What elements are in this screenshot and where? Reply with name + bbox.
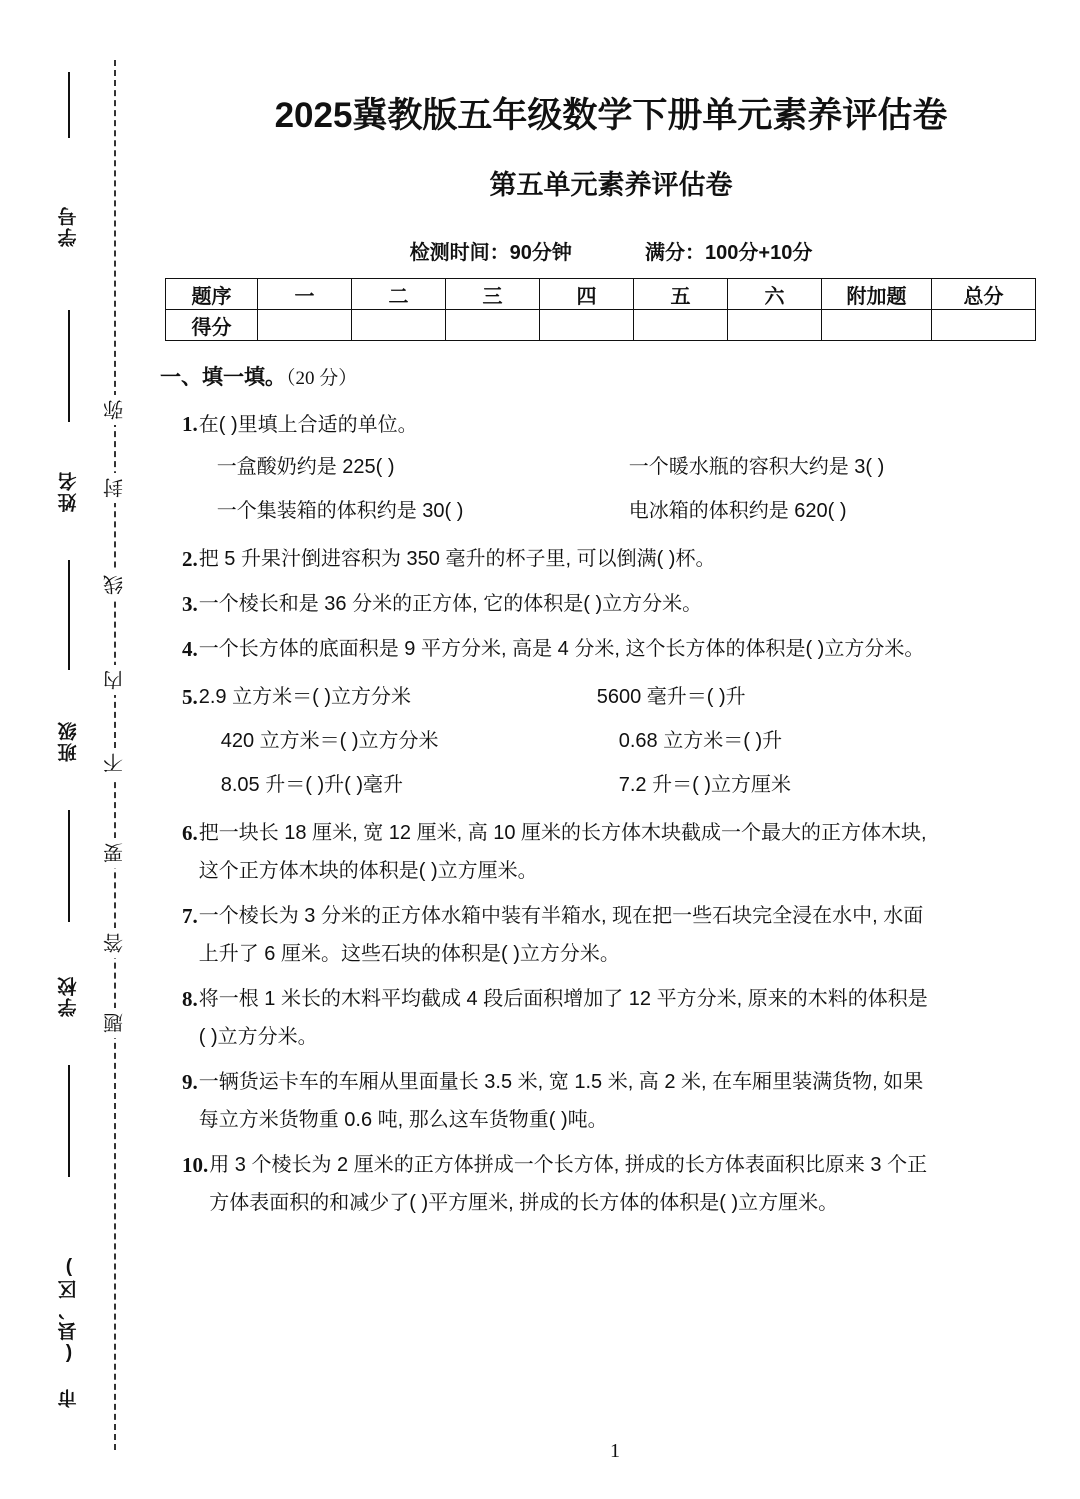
- question-1-item-b[interactable]: 一个暖水瓶的容积大约是 3( ): [628, 456, 885, 478]
- question-7: [160, 897, 1062, 973]
- exam-meta: [160, 236, 1062, 265]
- score-table-header-label: 题序: [166, 279, 258, 310]
- question-2-number: 2.: [182, 547, 198, 571]
- question-8-number: 8.: [182, 987, 198, 1011]
- seal-field-label-4: 市 (县、区): [58, 1255, 80, 1408]
- question-1-pair-row-2: [199, 489, 1062, 533]
- seal-margin: [0, 0, 150, 1499]
- score-cell-3[interactable]: [446, 310, 540, 341]
- question-4-line-1[interactable]: 一个长方体的底面积是 9 平方分米, 高是 4 分米, 这个长方体的体积是( )立方分米。: [198, 638, 925, 660]
- question-5: [160, 675, 1062, 807]
- page-title: 2025冀教版五年级数学下册单元素养评估卷: [274, 96, 948, 135]
- question-6-line-1: 把一块长 18 厘米, 宽 12 厘米, 高 10 厘米的长方体木块截成一个最大的正方体木块,: [198, 822, 927, 844]
- section-heading: [160, 361, 1062, 391]
- score-cell-4[interactable]: [540, 310, 634, 341]
- score-table-header-extra: 附加题: [822, 279, 932, 310]
- question-1-item-d[interactable]: 电冰箱的体积约是 620( ): [628, 500, 847, 522]
- seal-char-7: 题: [101, 1008, 130, 1038]
- question-10-line-1: 用 3 个棱长为 2 厘米的正方体拼成一个长方体, 拼成的长方体表面积比原来 3 个正: [209, 1154, 928, 1176]
- seal-field-label-0: 学号: [58, 205, 80, 247]
- score-table-header-3: 三: [446, 279, 540, 310]
- seal-char-4: 不: [101, 748, 130, 778]
- question-5-conv-2a[interactable]: 420 立方米＝( )立方分米: [220, 730, 439, 752]
- score-table-header-total: 总分: [932, 279, 1036, 310]
- seal-char-0: 弥: [101, 395, 130, 425]
- question-8-line-2[interactable]: ( )立方分米。: [198, 1026, 318, 1048]
- page-number: 1: [610, 1440, 620, 1462]
- seal-field-label-2: 班级: [58, 720, 80, 762]
- question-5-number: 5.: [182, 685, 198, 709]
- question-list: [160, 405, 1062, 1222]
- question-5-conv-1b[interactable]: 5600 毫升＝( )升: [596, 686, 746, 708]
- section-points: （20 分）: [286, 368, 358, 389]
- seal-char-1: 封: [101, 473, 130, 503]
- seal-field-rule-5: [68, 1065, 70, 1177]
- seal-char-2: 线: [101, 570, 130, 600]
- question-9: [160, 1063, 1062, 1139]
- question-6-number: 6.: [182, 821, 198, 845]
- question-10-number: 10.: [182, 1153, 209, 1177]
- question-6: [160, 814, 1062, 890]
- question-3-line-1[interactable]: 一个棱长和是 36 分米的正方体, 它的体积是( )立方分米。: [198, 593, 703, 615]
- question-4: [160, 630, 1062, 668]
- score-cell-6[interactable]: [728, 310, 822, 341]
- question-1: [160, 405, 1062, 533]
- question-7-body: [199, 897, 1062, 973]
- question-7-line-2[interactable]: 上升了 6 厘米。这些石块的体积是( )立方分米。: [198, 943, 620, 965]
- question-2-body: [199, 540, 1062, 578]
- score-cell-1[interactable]: [258, 310, 352, 341]
- seal-field-rule-4: [68, 810, 70, 922]
- score-table-header-6: 六: [728, 279, 822, 310]
- exam-duration-label: 检测时间：90分钟: [409, 242, 572, 264]
- score-cell-total[interactable]: [932, 310, 1036, 341]
- question-1-body: [199, 405, 1062, 533]
- score-table-header-2: 二: [352, 279, 446, 310]
- seal-char-6: 答: [101, 928, 130, 958]
- question-7-line-1: 一个棱长为 3 分米的正方体水箱中装有半箱水, 现在把一些石块完全浸在水中, 水面: [198, 905, 924, 927]
- question-1-pair-row-1: [199, 445, 1062, 489]
- question-5-conv-2b[interactable]: 0.68 立方米＝( )升: [618, 730, 783, 752]
- score-cell-2[interactable]: [352, 310, 446, 341]
- seal-char-5: 要: [101, 838, 130, 868]
- seal-field-label-1: 姓名: [58, 470, 80, 512]
- question-1-item-c[interactable]: 一个集装箱的体积约是 30( ): [216, 500, 464, 522]
- question-2: [160, 540, 1062, 578]
- question-1-item-a[interactable]: 一盒酸奶约是 225( ): [216, 456, 395, 478]
- question-2-line-1[interactable]: 把 5 升果汁倒进容积为 350 毫升的杯子里, 可以倒满( )杯。: [198, 548, 716, 570]
- seal-field-rule-2: [68, 310, 70, 422]
- question-10: [160, 1146, 1062, 1222]
- question-4-number: 4.: [182, 637, 198, 661]
- question-5-body: [199, 675, 1062, 807]
- question-5-conv-1a[interactable]: 2.9 立方米＝( )立方分米: [198, 686, 411, 708]
- question-3-body: [199, 585, 1062, 623]
- score-table-header-5: 五: [634, 279, 728, 310]
- score-cell-extra[interactable]: [822, 310, 932, 341]
- section-heading-text: 一、填一填。: [160, 366, 286, 389]
- score-row-label: 得分: [166, 310, 258, 341]
- exam-total-score-label: 满分：100分+10分: [645, 242, 813, 264]
- question-5-row-3: [199, 763, 1062, 807]
- table-row: [166, 279, 1036, 310]
- question-5-conv-3a[interactable]: 8.05 升＝( )升( )毫升: [220, 774, 403, 796]
- score-table: [165, 278, 1036, 341]
- question-9-line-1: 一辆货运卡车的车厢从里面量长 3.5 米, 宽 1.5 米, 高 2 米, 在车厢里装满货物, 如果: [198, 1071, 924, 1093]
- exam-sheet: [150, 0, 1080, 1499]
- seal-field-rule-1: [68, 72, 70, 138]
- question-1-stem: 在( )里填上合适的单位。: [198, 414, 418, 436]
- seal-field-rule-3: [68, 560, 70, 670]
- seal-char-3: 内: [101, 665, 130, 695]
- seal-field-column: [46, 0, 92, 1499]
- question-10-body: [209, 1146, 1062, 1222]
- question-9-body: [199, 1063, 1062, 1139]
- question-9-line-2[interactable]: 每立方米货物重 0.6 吨, 那么这车货物重( )吨。: [198, 1109, 608, 1131]
- question-3-number: 3.: [182, 592, 198, 616]
- question-6-body: [199, 814, 1062, 890]
- question-1-number: 1.: [182, 412, 198, 436]
- seal-line-column: [92, 0, 138, 1499]
- question-8-line-1: 将一根 1 米长的木料平均截成 4 段后面积增加了 12 平方分米, 原来的木料的体积是: [198, 988, 928, 1010]
- question-5-conv-3b[interactable]: 7.2 升＝( )立方厘米: [618, 774, 791, 796]
- seal-field-label-3: 学校: [58, 975, 80, 1017]
- question-8-body: [199, 980, 1062, 1056]
- score-table-header-1: 一: [258, 279, 352, 310]
- question-8: [160, 980, 1062, 1056]
- question-4-body: [199, 630, 1062, 668]
- page-subtitle: 第五单元素养评估卷: [489, 170, 733, 200]
- question-7-number: 7.: [182, 904, 198, 928]
- table-row: [166, 310, 1036, 341]
- question-6-line-2[interactable]: 这个正方体木块的体积是( )立方厘米。: [198, 860, 538, 882]
- question-9-number: 9.: [182, 1070, 198, 1094]
- question-10-line-2[interactable]: 方体表面积的和减少了( )平方厘米, 拼成的长方体的体积是( )立方厘米。: [209, 1192, 839, 1214]
- score-cell-5[interactable]: [634, 310, 728, 341]
- question-3: [160, 585, 1062, 623]
- question-5-row-1: [199, 675, 1062, 719]
- question-5-row-2: [199, 719, 1062, 763]
- score-table-header-4: 四: [540, 279, 634, 310]
